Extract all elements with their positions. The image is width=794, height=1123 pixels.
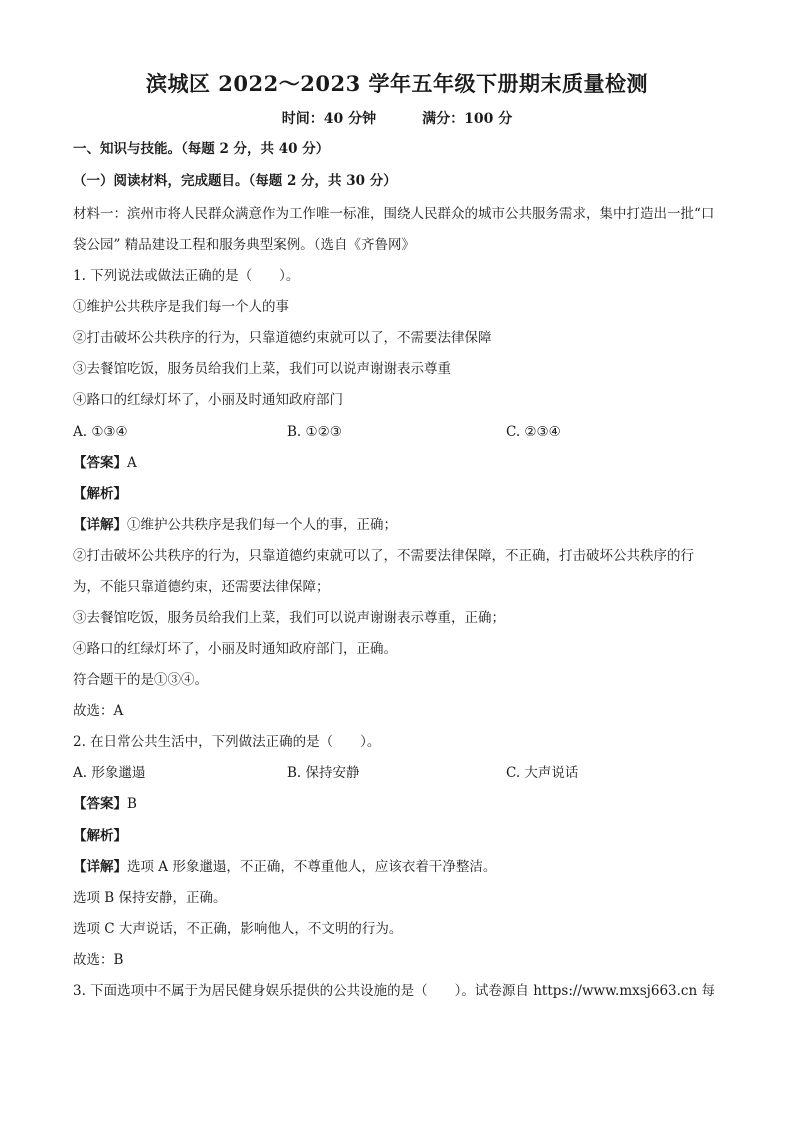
material-line: 袋公园” 精品建设工程和服务典型案例。（选自《齐鲁网》 — [73, 237, 415, 253]
option-b: B. 保持安静 — [287, 765, 360, 781]
option-b: B. ①②③ — [287, 424, 342, 440]
detail-tag: 【详解】 — [73, 517, 127, 533]
answer-value: A — [127, 455, 137, 471]
question-stem: 2. 在日常公共生活中，下列做法正确的是（ ）。 — [73, 734, 381, 750]
answer-tag: 【答案】 — [73, 455, 127, 471]
option-c: C. ②③④ — [506, 424, 561, 440]
detail-line: ③去餐馆吃饭，服务员给我们上菜，我们可以说声谢谢表示尊重，正确； — [73, 610, 505, 626]
option-a: A. 形象邋遢 — [73, 765, 146, 781]
option-a: A. ①③④ — [73, 424, 128, 440]
question-stem: 3. 下面选项中不属于为居民健身娱乐提供的公共设施的是（ ）。试卷源自 https://www.mxsj663.cn 每 — [73, 983, 715, 999]
detail-line: 故选：B — [73, 952, 124, 968]
answer-line — [73, 454, 137, 472]
page-title: 滨城区 2022～2023 学年五年级下册期末质量检测 — [145, 71, 648, 96]
detail-line — [73, 858, 496, 876]
detail-line: 选项 B 保持安静，正确。 — [73, 890, 227, 906]
detail-line: 符合题干的是①③④。 — [73, 672, 208, 688]
subsection-heading: （一）阅读材料，完成题目。（每题 2 分，共 30 分） — [73, 173, 397, 189]
statement-item: ④路口的红绿灯坏了，小丽及时通知政府部门 — [73, 392, 343, 408]
section-heading: 一、知识与技能。（每题 2 分，共 40 分） — [73, 141, 330, 157]
detail-line: 故选：A — [73, 703, 124, 719]
exam-score: 满分：100 分 — [422, 111, 513, 127]
statement-item: ①维护公共秩序是我们每一个人的事 — [73, 299, 289, 315]
material-line: 材料一：滨州市将人民群众满意作为工作唯一标准，围绕人民群众的城市公共服务需求，集中打造出一批“口 — [73, 206, 715, 222]
question-stem: 1. 下列说法或做法正确的是（ ）。 — [73, 268, 300, 284]
detail-tag: 【详解】 — [73, 859, 127, 875]
detail-text: ①维护公共秩序是我们每一个人的事，正确； — [127, 517, 397, 533]
detail-line: ②打击破坏公共秩序的行为，只靠道德约束就可以了，不需要法律保障，不正确，打击破坏公共秩序的行 — [73, 548, 694, 564]
detail-text: 选项 A 形象邋遢，不正确，不尊重他人，应该衣着干净整洁。 — [127, 859, 497, 875]
detail-line: 选项 C 大声说话，不正确，影响他人，不文明的行为。 — [73, 921, 403, 937]
analysis-tag — [73, 485, 127, 503]
statement-item: ②打击破坏公共秩序的行为，只靠道德约束就可以了，不需要法律保障 — [73, 330, 492, 346]
answer-tag: 【答案】 — [73, 796, 127, 812]
analysis-label: 【解析】 — [73, 828, 127, 844]
analysis-label: 【解析】 — [73, 486, 127, 502]
detail-line — [73, 516, 397, 534]
exam-time: 时间：40 分钟 — [281, 111, 377, 127]
detail-line: ④路口的红绿灯坏了，小丽及时通知政府部门，正确。 — [73, 641, 397, 657]
option-c: C. 大声说话 — [506, 765, 579, 781]
statement-item: ③去餐馆吃饭，服务员给我们上菜，我们可以说声谢谢表示尊重 — [73, 361, 451, 377]
answer-line — [73, 795, 137, 813]
exam-meta — [0, 108, 794, 128]
analysis-tag — [73, 827, 127, 845]
answer-value: B — [127, 796, 137, 812]
detail-line: 为，不能只靠道德约束，还需要法律保障； — [73, 579, 330, 595]
